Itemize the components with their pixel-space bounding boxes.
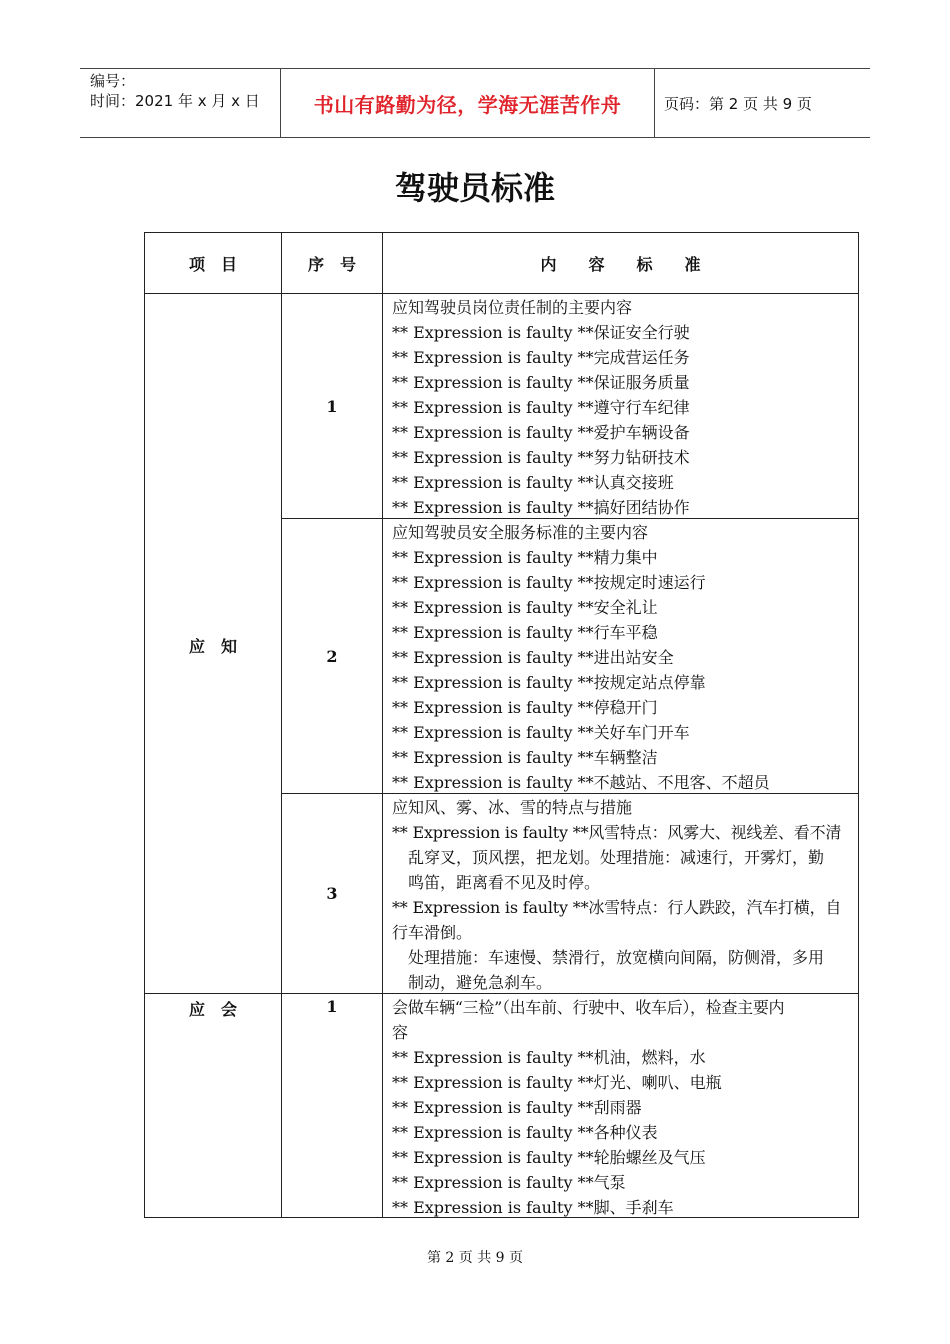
category-label: 应 会 [188,1000,237,1019]
content-line: ** Expression is faulty **车辆整洁 [392,748,658,767]
row-index: 3 [326,884,338,903]
content-line: 制动，避免急刹车。 [408,973,553,992]
content-line: ** Expression is faulty **不越站、不甩客、不超员 [392,773,770,792]
row-content [383,795,858,995]
content-line: ** Expression is faulty **搞好团结协作 [392,498,690,517]
content-line: 乱穿叉，顶风摆，把龙划。处理措施：减速行，开雾灯，勤 [408,848,825,867]
content-line: 鸣笛，距离看不见及时停。 [408,873,601,892]
content-line: 会做车辆“三检”（出车前、行驶中、收车后），检查主要内 [392,998,785,1017]
row-index: 1 [326,397,338,416]
header-motto [281,69,655,137]
column-divider [281,232,282,1218]
row-content [383,995,858,1220]
header-row-divider [144,293,859,294]
content-line: 应知驾驶员岗位责任制的主要内容 [392,298,633,317]
content-line: ** Expression is faulty **保证安全行驶 [392,323,690,342]
content-line: ** Expression is faulty **脚、手刹车 [392,1198,674,1217]
time-label: 时间：2021 年 x 月 x 日 [90,92,260,110]
content-line: ** Expression is faulty **遵守行车纪律 [392,398,690,417]
content-line: ** Expression is faulty **保证服务质量 [392,373,690,392]
motto-text: 书山有路勤为径，学海无涯苦作舟 [313,92,622,117]
content-line: ** Expression is faulty **努力钻研技术 [392,448,690,467]
row-index: 1 [326,997,338,1016]
content-line: ** Expression is faulty **各种仪表 [392,1123,658,1142]
header-meta [80,69,281,137]
content-line: ** Expression is faulty **关好车门开车 [392,723,690,742]
content-line: ** Expression is faulty **进出站安全 [392,648,674,667]
content-line: ** Expression is faulty **灯光、喇叭、电瓶 [392,1073,722,1092]
document-title: 驾驶员标准 [394,169,555,207]
content-line: ** Expression is faulty **按规定站点停靠 [392,673,706,692]
row-content [383,295,858,520]
content-line: 应知驾驶员安全服务标准的主要内容 [392,523,649,542]
number-label: 编号： [90,72,136,90]
column-header-content: 内 容 标 准 [540,255,701,274]
row-content [383,520,858,795]
column-header-index: 序 号 [307,255,356,274]
content-line: ** Expression is faulty **气泵 [392,1173,626,1192]
page-footer: 第 2 页 共 9 页 [426,1250,524,1266]
content-line: ** Expression is faulty **机油，燃料，水 [392,1048,706,1067]
row-index: 2 [326,647,338,666]
table-border-left [144,232,145,1218]
content-line: ** Expression is faulty **轮胎螺丝及气压 [392,1148,706,1167]
header-page-info: 页码：第 2 页 共 9 页 [664,94,812,113]
content-line: ** Expression is faulty **停稳开门 [392,698,658,717]
content-line: 应知风、雾、冰、雪的特点与措施 [392,798,633,817]
content-line: ** Expression is faulty **行车平稳 [392,623,658,642]
content-line: ** Expression is faulty **按规定时速运行 [392,573,706,592]
content-line: ** Expression is faulty **完成营运任务 [392,348,690,367]
content-line: ** Expression is faulty **安全礼让 [392,598,658,617]
content-line: ** Expression is faulty **认真交接班 [392,473,674,492]
table-border-right [858,232,859,1218]
document-header [80,68,870,138]
content-line: 处理措施：车速慢、禁滑行，放宽横向间隔，防侧滑，多用 [408,948,825,967]
column-header-item: 项 目 [188,255,237,274]
content-line: ** Expression is faulty **刮雨器 [392,1098,642,1117]
content-line: 行车滑倒。 [392,923,473,942]
content-line: ** Expression is faulty **风雪特点：风雾大、视线差、看不清 [392,823,842,842]
content-line: ** Expression is faulty **精力集中 [392,548,658,567]
table-border-top [144,232,859,233]
content-line: ** Expression is faulty **冰雪特点：行人跌跤，汽车打横，自 [392,898,842,917]
content-line: 容 [392,1023,409,1042]
content-line: ** Expression is faulty **爱护车辆设备 [392,423,690,442]
category-label: 应 知 [188,637,237,656]
